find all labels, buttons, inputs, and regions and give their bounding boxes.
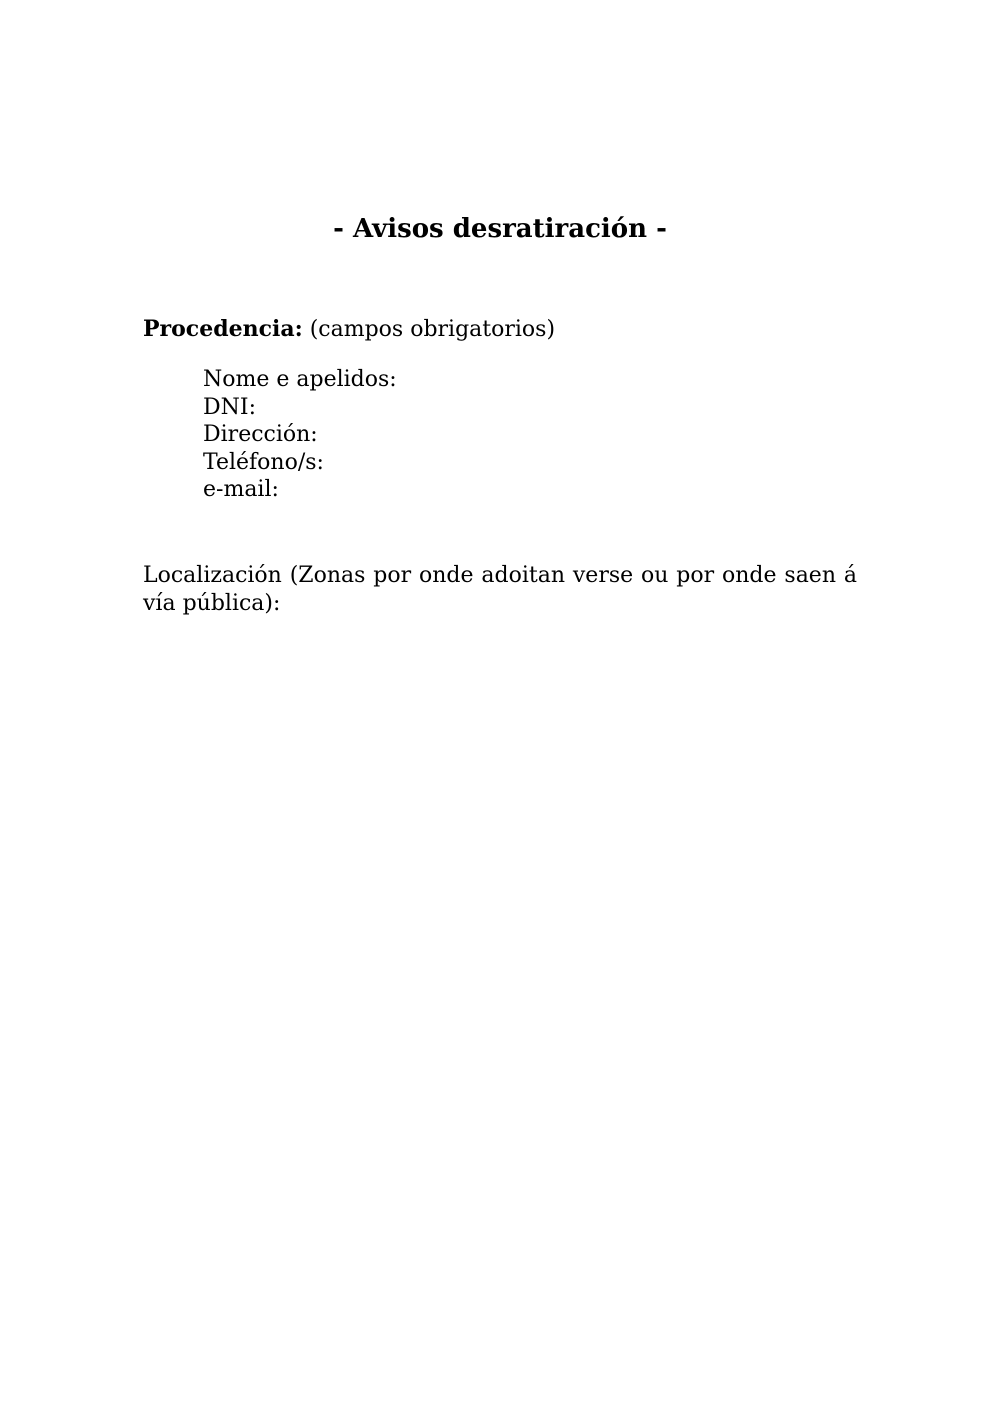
procedencia-line xyxy=(143,314,555,345)
document-title: - Avisos desratiración - xyxy=(333,214,667,244)
procedencia-note: (campos obrigatorios) xyxy=(309,317,556,342)
field-telefono: Teléfono/s: xyxy=(203,449,324,475)
field-direccion: Dirección: xyxy=(203,422,318,447)
contact-fields xyxy=(203,366,397,504)
field-nome-apelidos: Nome e apelidos: xyxy=(203,367,397,392)
field-email: e-mail: xyxy=(203,477,279,502)
field-dni: DNI: xyxy=(203,394,256,420)
localizacion-paragraph: Localización (Zonas por onde adoitan verse ou por onde saen á vía pública): xyxy=(143,563,857,616)
procedencia-label: Procedencia: xyxy=(143,316,303,342)
